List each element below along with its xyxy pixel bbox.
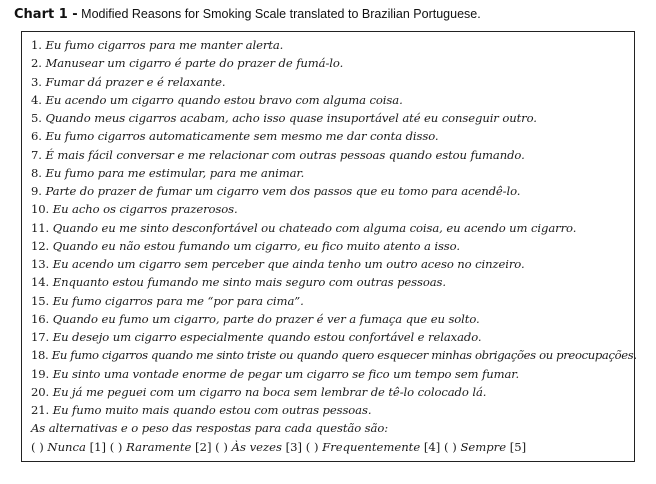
option-label: Raramente: [126, 439, 192, 454]
item-text: Eu fumo muito mais quando estou com outras pessoas.: [52, 403, 372, 417]
item-number: 2.: [31, 56, 42, 71]
item-text: Quando eu me sinto desconfortável ou chateado com alguma coisa, eu acendo um cigarro.: [52, 220, 577, 235]
list-item: [31, 255, 637, 273]
option-value: [4]: [423, 439, 441, 454]
item-text: Manusear um cigarro é parte do prazer de fumá-lo.: [45, 56, 344, 71]
option-label: Nunca: [47, 439, 86, 454]
list-item: [31, 237, 637, 255]
item-number: 12.: [31, 238, 50, 253]
item-text: Enquanto estou fumando me sinto mais seguro com outras pessoas.: [52, 275, 446, 290]
list-item: [31, 146, 637, 164]
list-item: [31, 73, 637, 91]
item-number: 14.: [31, 275, 50, 290]
list-item: [31, 219, 637, 237]
list-item: [31, 346, 637, 364]
item-text: Eu acendo um cigarro quando estou bravo com alguma coisa.: [45, 92, 403, 107]
item-text: Eu acendo um cigarro sem perceber que ainda tenho um outro aceso no cinzeiro.: [52, 257, 525, 271]
list-item: [31, 310, 637, 328]
item-number: 20.: [31, 384, 50, 399]
option-value: [2]: [195, 439, 212, 454]
item-number: 4.: [31, 92, 42, 107]
item-text: Eu desejo um cigarro especialmente quando estou confortável e relaxado.: [52, 330, 482, 344]
list-item: [31, 383, 637, 401]
list-item: [31, 182, 637, 200]
item-text: Quando eu fumo um cigarro, parte do prazer é ver a fumaça que eu solto.: [52, 311, 480, 326]
checkbox-blank: ( ): [215, 439, 228, 454]
list-item: [31, 273, 637, 291]
scale-box: [21, 31, 635, 462]
checkbox-blank: ( ): [305, 439, 319, 454]
option-value: [1]: [89, 439, 107, 454]
option-raramente: [110, 440, 212, 454]
option-nunca: [31, 440, 106, 454]
item-text: Eu já me peguei com um cigarro na boca sem lembrar de tê-lo colocado lá.: [52, 384, 487, 399]
item-text: Eu fumo cigarros para me manter alerta.: [45, 38, 284, 52]
item-text: Eu fumo para me estimular, para me animar.: [45, 165, 305, 180]
item-text: Eu sinto uma vontade enorme de pegar um cigarro se fico um tempo sem fumar.: [52, 366, 520, 381]
item-text: Quando meus cigarros acabam, acho isso quase insuportável até eu conseguir outro.: [45, 111, 537, 125]
item-number: 5.: [31, 111, 42, 125]
option-value: [3]: [285, 439, 303, 454]
list-item: [31, 164, 637, 182]
caption-text: Modified Reasons for Smoking Scale translated to Brazilian Portuguese.: [81, 7, 481, 21]
option-sempre: [444, 440, 526, 454]
item-number: 15.: [31, 293, 50, 308]
list-item: [31, 91, 637, 109]
list-item: [31, 328, 637, 346]
list-item: [31, 127, 637, 145]
item-number: 13.: [31, 257, 50, 271]
item-number: 19.: [31, 366, 50, 381]
option-value: [5]: [509, 439, 527, 454]
item-number: 21.: [31, 403, 50, 417]
item-text: Quando eu não estou fumando um cigarro, eu fico muito atento a isso.: [52, 238, 460, 253]
list-item: [31, 292, 637, 310]
item-text: Eu fumo cigarros automaticamente sem mesmo me dar conta disso.: [45, 129, 439, 144]
option-label: Sempre: [460, 439, 507, 454]
item-text: Eu fumo cigarros para me “por para cima”.: [52, 293, 304, 308]
item-text: Fumar dá prazer e é relaxante.: [45, 74, 226, 89]
item-number: 11.: [31, 220, 50, 235]
list-item: [31, 365, 637, 383]
list-item: [31, 200, 637, 218]
list-item: [31, 36, 637, 54]
checkbox-blank: ( ): [444, 439, 457, 454]
item-list: [31, 36, 637, 456]
list-item: [31, 401, 637, 419]
scale-options: [31, 438, 637, 456]
item-number: 8.: [31, 165, 42, 180]
chart-caption: [14, 7, 481, 22]
caption-label: Chart 1 -: [14, 7, 78, 22]
option-label: Às vezes: [231, 439, 282, 454]
item-number: 1.: [31, 38, 42, 52]
checkbox-blank: ( ): [31, 439, 44, 454]
item-text: Eu acho os cigarros prazerosos.: [52, 202, 238, 217]
item-number: 6.: [31, 129, 42, 144]
item-text: Eu fumo cigarros quando me sinto triste ou quando quero esquecer minhas obrigações ou preocupações.: [51, 348, 637, 363]
list-item: [31, 109, 637, 127]
item-number: 7.: [31, 147, 42, 162]
item-number: 3.: [31, 74, 42, 89]
checkbox-blank: ( ): [109, 439, 123, 454]
item-number: 9.: [31, 184, 42, 198]
option-label: Frequentemente: [322, 439, 421, 454]
item-number: 16.: [31, 311, 50, 326]
item-number: 18.: [31, 348, 49, 363]
list-item: [31, 54, 637, 72]
option-as-vezes: [215, 440, 302, 454]
item-number: 17.: [31, 330, 50, 344]
scale-intro: As alternativas e o peso das respostas para cada questão são:: [31, 421, 389, 436]
item-text: É mais fácil conversar e me relacionar com outras pessoas quando estou fumando.: [45, 147, 525, 162]
item-number: 10.: [31, 202, 50, 217]
option-frequentemente: [306, 440, 441, 454]
item-text: Parte do prazer de fumar um cigarro vem dos passos que eu tomo para acendê-lo.: [45, 184, 521, 198]
